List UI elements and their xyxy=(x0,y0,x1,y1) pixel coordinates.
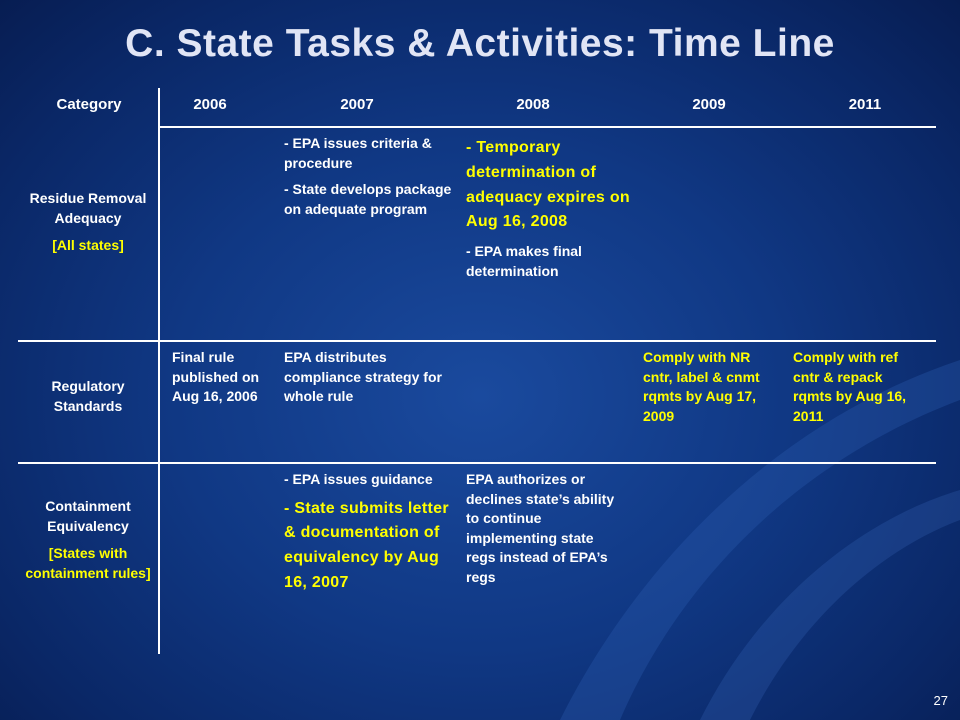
category-regulatory-standards xyxy=(18,376,158,417)
header-divider xyxy=(160,126,936,128)
cell-text: EPA distributes compliance strategy for whole rule xyxy=(284,349,442,405)
cell-text: - EPA issues guidance xyxy=(284,471,433,487)
cell-text: - State develops package on adequate program xyxy=(284,181,452,217)
header-category: Category xyxy=(56,96,122,113)
header-2006: 2006 xyxy=(193,96,227,113)
cell-text: - EPA makes final determination xyxy=(466,243,582,279)
row-divider-1 xyxy=(18,340,936,342)
category-divider xyxy=(158,88,160,654)
header-2009: 2009 xyxy=(692,96,726,113)
category-residue-removal xyxy=(18,188,158,255)
category-label: Regulatory Standards xyxy=(51,378,125,415)
cell-text: EPA authorizes or declines state’s ability to continue implementing state regs instead of EPA’s regs xyxy=(466,471,615,585)
cell-containment-2007 xyxy=(284,470,456,603)
category-containment-equivalency xyxy=(18,496,158,583)
header-2008: 2008 xyxy=(516,96,550,113)
cell-text: Final rule published on Aug 16, 2006 xyxy=(172,349,260,405)
header-2011: 2011 xyxy=(848,96,882,113)
header-2007: 2007 xyxy=(340,96,374,113)
category-sub-label: [All states] xyxy=(52,236,124,253)
cell-regulatory-2006 xyxy=(172,348,268,414)
row-divider-2 xyxy=(18,462,936,464)
cell-residue-2008 xyxy=(466,136,631,288)
cell-text-highlight: - Temporary determination of adequacy expires on Aug 16, 2008 xyxy=(466,139,630,231)
cell-text: Comply with NR cntr, label & cnmt rqmts by Aug 17, 2009 xyxy=(643,349,760,424)
cell-text: - EPA issues criteria & procedure xyxy=(284,135,432,171)
category-sub-label: [States with containment rules] xyxy=(25,544,151,581)
cell-regulatory-2009 xyxy=(643,348,771,433)
cell-text-highlight: - State submits letter & documentation of equivalency by Aug 16, 2007 xyxy=(284,499,449,591)
slide-title: C. State Tasks & Activities: Time Line xyxy=(125,22,835,65)
cell-regulatory-2007 xyxy=(284,348,454,414)
cell-text: Comply with ref cntr & repack rqmts by Aug 16, 2011 xyxy=(793,349,907,424)
category-label: Containment Equivalency xyxy=(45,498,131,535)
category-label: Residue Removal Adequacy xyxy=(29,190,147,227)
page-number: 27 xyxy=(933,693,948,708)
cell-residue-2007 xyxy=(284,134,454,226)
cell-containment-2008 xyxy=(466,470,626,595)
cell-regulatory-2011 xyxy=(793,348,925,433)
